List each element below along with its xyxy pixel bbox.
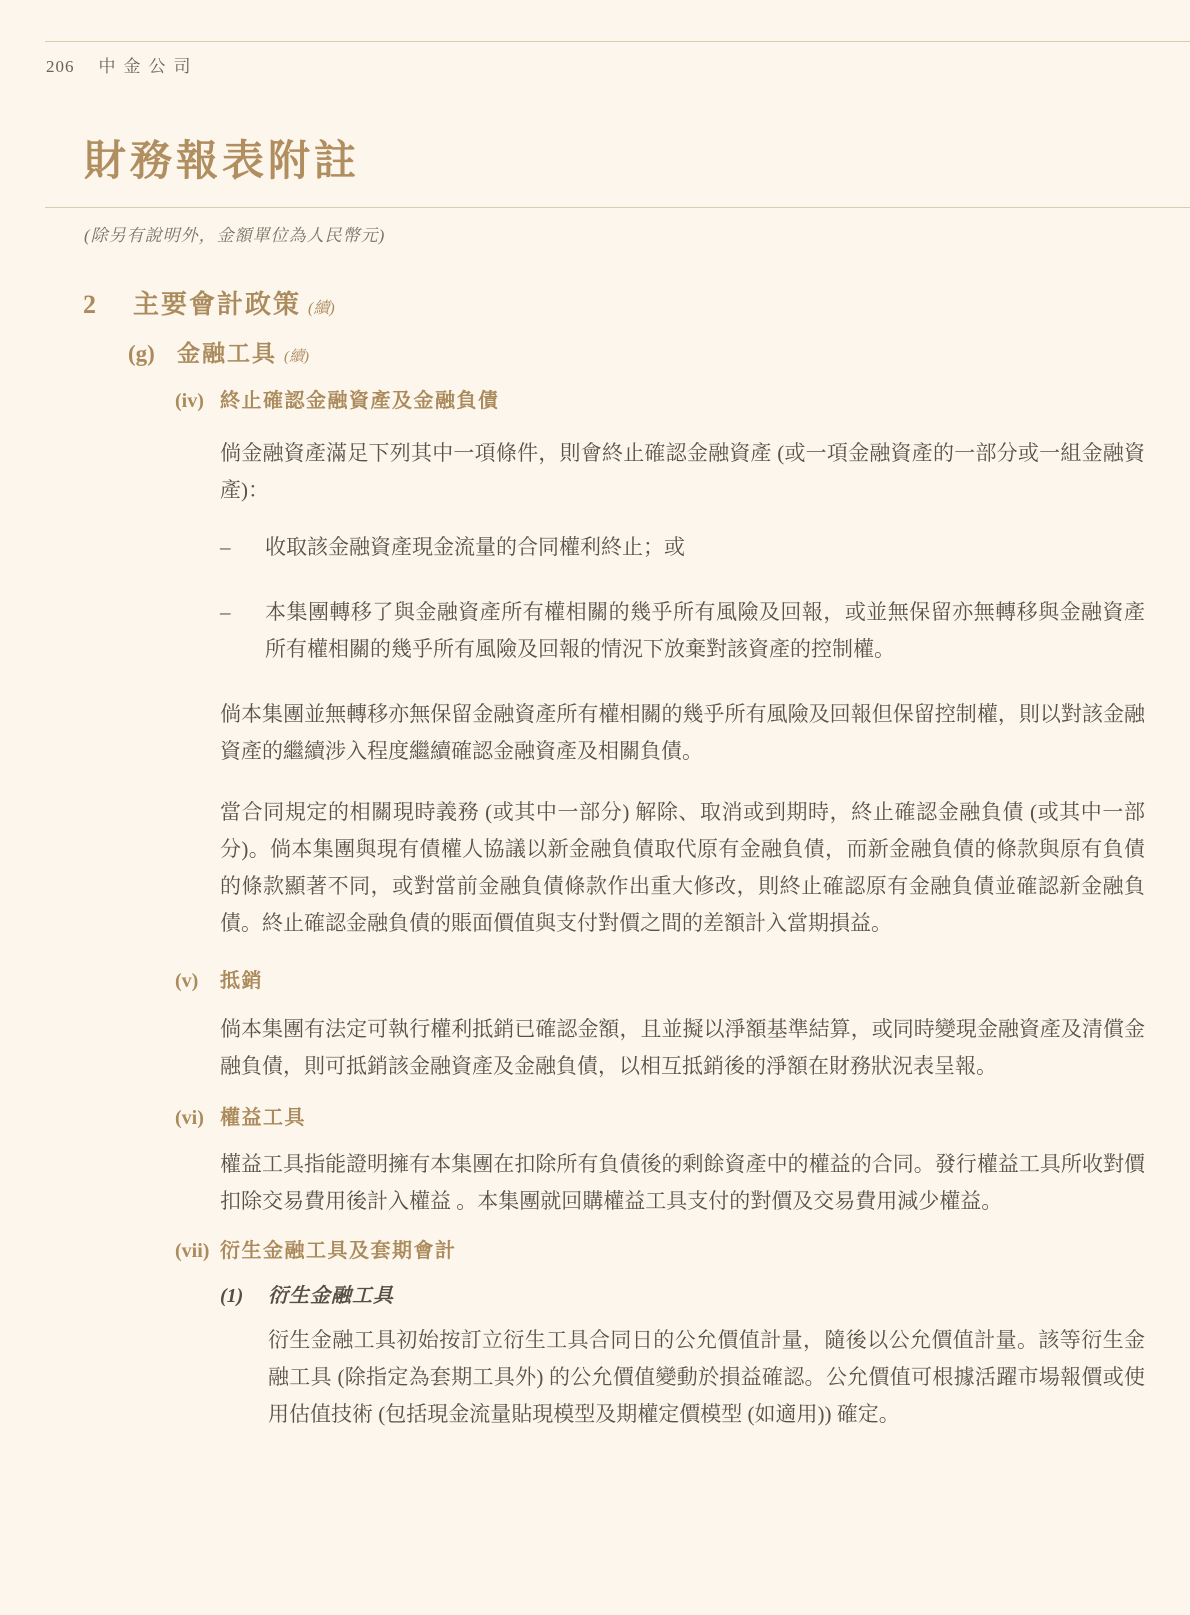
subsection-g-title-text: 金融工具 bbox=[177, 341, 277, 367]
company-name: 中金公司 bbox=[98, 57, 199, 76]
subsection-g-continued: (續) bbox=[284, 349, 309, 366]
item-iv-bullet-2 bbox=[220, 594, 1145, 668]
item-iv-label: (iv) bbox=[175, 390, 204, 413]
bullet-dash: – bbox=[220, 535, 231, 560]
document-title: 財務報表附註 bbox=[84, 139, 361, 185]
item-v-title: 抵銷 bbox=[220, 970, 263, 993]
item-vi-heading bbox=[175, 1101, 1190, 1130]
item-iv-transfer-paragraph: 倘本集團並無轉移亦無保留金融資產所有權相關的幾乎所有風險及回報但保留控制權，則以對該金融資產的繼續涉入程度繼續確認金融資產及相關負債。 bbox=[220, 702, 1145, 764]
header-rule bbox=[45, 41, 1190, 42]
section-title-text: 主要會計政策 bbox=[133, 290, 302, 320]
item-vii-sub1-title: 衍生金融工具 bbox=[268, 1285, 394, 1308]
item-vii-sub1-heading bbox=[220, 1279, 1190, 1308]
item-v-heading bbox=[175, 964, 1190, 993]
item-iv-bullet-1 bbox=[220, 529, 1145, 566]
item-vi-paragraph: 權益工具指能證明擁有本集團在扣除所有負債後的剩餘資產中的權益的合同。發行權益工具所收對價扣除交易費用後計入權益 。本集團就回購權益工具支付的對價及交易費用減少權益。 bbox=[220, 1152, 1145, 1214]
page-header bbox=[46, 52, 1190, 77]
title-rule bbox=[45, 207, 1190, 208]
bullet-dash: – bbox=[220, 600, 231, 625]
item-iv-intro-paragraph: 倘金融資產滿足下列其中一項條件，則會終止確認金融資產 (或一項金融資產的一部分或一組金融資產)： bbox=[220, 441, 1145, 503]
item-vi-label: (vi) bbox=[175, 1107, 204, 1130]
item-v-label: (v) bbox=[175, 970, 199, 993]
subsection-g-title bbox=[177, 335, 309, 368]
section-heading bbox=[83, 284, 1190, 321]
item-vi-title: 權益工具 bbox=[220, 1107, 306, 1130]
item-vii-label: (vii) bbox=[175, 1240, 210, 1263]
item-vii-heading bbox=[175, 1234, 1190, 1263]
item-iv-liability-paragraph: 當合同規定的相關現時義務 (或其中一部分) 解除、取消或到期時，終止確認金融負債 (或其中一部分)。倘本集團與現有債權人協議以新金融負債取代原有金融負債，而新金融負債的條款與原有負債的條款顯著不同，或對當前金融負債條款作出重大修改，則終止確認原有金融負債並確認新金融負債。終止確認金融負債的賬面價值與支付對價之間的差額計入當期損益。 bbox=[220, 800, 1145, 936]
item-vii-title: 衍生金融工具及套期會計 bbox=[220, 1240, 457, 1263]
currency-note: (除另有說明外，金額單位為人民幣元) bbox=[84, 226, 386, 246]
section-number: 2 bbox=[83, 290, 96, 320]
section-title bbox=[133, 284, 335, 321]
item-vii-sub1-label: (1) bbox=[220, 1285, 244, 1308]
subsection-g-heading bbox=[128, 335, 1190, 368]
subsection-g-label: (g) bbox=[128, 341, 155, 367]
item-v-paragraph: 倘本集團有法定可執行權利抵銷已確認金額，且並擬以淨額基準結算，或同時變現金融資產及清償金融負債，則可抵銷該金融資產及金融負債，以相互抵銷後的淨額在財務狀況表呈報。 bbox=[220, 1017, 1145, 1079]
item-iv-title: 終止確認金融資產及金融負債 bbox=[220, 390, 500, 413]
item-vii-sub1-paragraph: 衍生金融工具初始按訂立衍生工具合同日的公允價值計量，隨後以公允價值計量。該等衍生金融工具 (除指定為套期工具外) 的公允價值變動於損益確認。公允價值可根據活躍市場報價或使用估值技術 (包括現金流量貼現模型及期權定價模型 (如適用)) 確定。 bbox=[268, 1328, 1145, 1427]
page-number: 206 bbox=[46, 57, 75, 76]
section-continued: (續) bbox=[308, 300, 335, 318]
bullet-text: 本集團轉移了與金融資產所有權相關的幾乎所有風險及回報，或並無保留亦無轉移與金融資產所有權相關的幾乎所有風險及回報的情況下放棄對該資產的控制權。 bbox=[265, 600, 1145, 662]
bullet-text: 收取該金融資產現金流量的合同權利終止；或 bbox=[265, 535, 685, 560]
item-iv-heading bbox=[175, 384, 1190, 413]
